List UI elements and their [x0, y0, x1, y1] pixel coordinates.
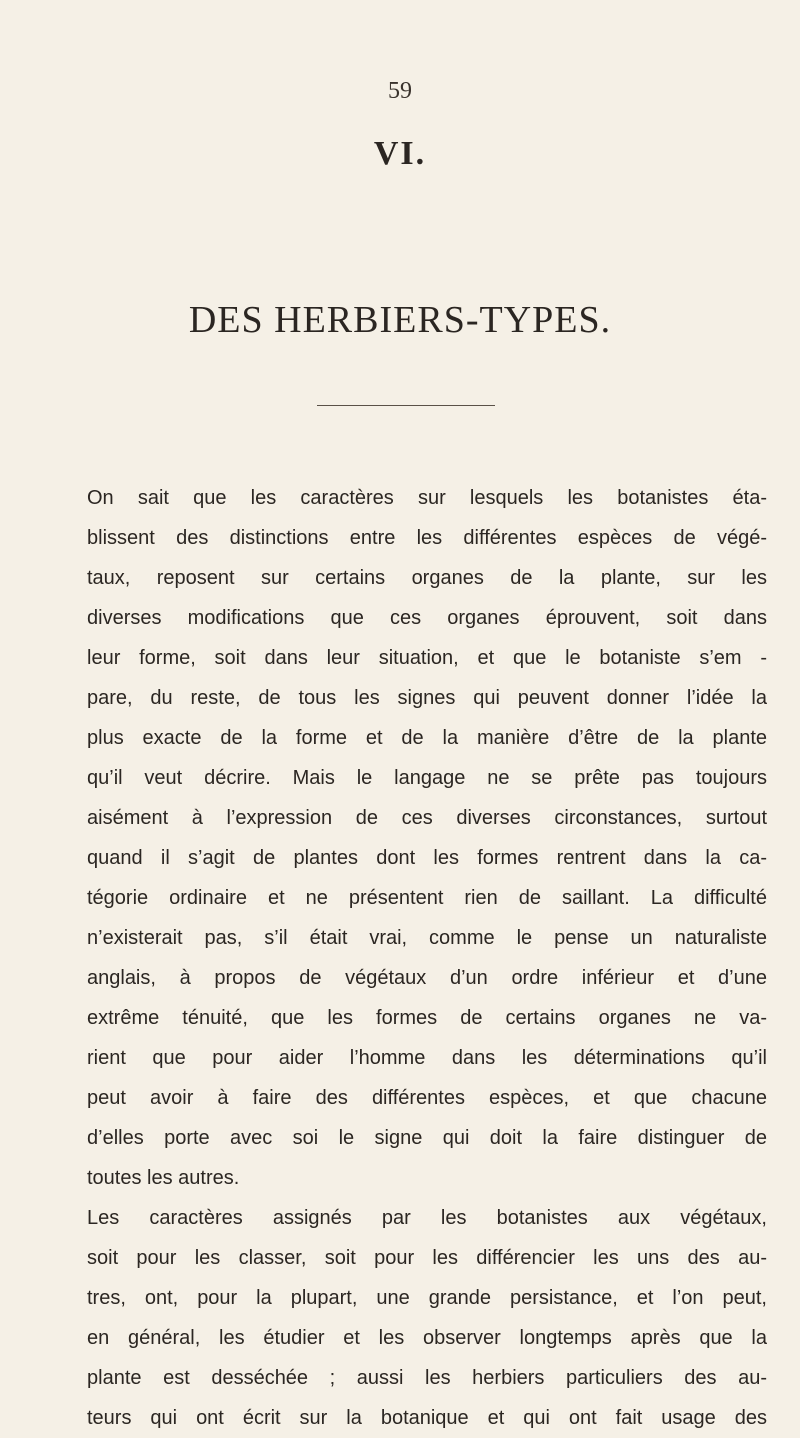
page-number: 59	[388, 78, 412, 104]
text-line: qu’il veut décrire. Mais le langage ne se prête pas toujours	[87, 767, 767, 789]
text-line: d’elles porte avec soi le signe qui doit la faire distinguer de	[87, 1127, 767, 1149]
text-line: quand il s’agit de plantes dont les formes rentrent dans la ca-	[87, 847, 767, 869]
chapter-number: VI.	[373, 135, 427, 172]
text-line: diverses modifications que ces organes éprouvent, soit dans	[87, 607, 767, 629]
text-line: blissent des distinctions entre les différentes espèces de végé-	[87, 527, 767, 549]
text-line: soit pour les classer, soit pour les différencier les uns des au-	[87, 1247, 767, 1269]
text-line: teurs qui ont écrit sur la botanique et qui ont fait usage des	[87, 1407, 767, 1429]
chapter-title: DES HERBIERS-TYPES.	[188, 299, 612, 341]
text-line: rient que pour aider l’homme dans les déterminations qu’il	[87, 1047, 767, 1069]
body-text	[87, 478, 767, 1438]
text-line: tégorie ordinaire et ne présentent rien de saillant. La difficulté	[87, 887, 767, 909]
text-line: On sait que les caractères sur lesquels les botanistes éta-	[87, 487, 767, 509]
text-line: en général, les étudier et les observer longtemps après que la	[87, 1327, 767, 1349]
text-line: Les caractères assignés par les botanistes aux végétaux,	[87, 1207, 767, 1229]
text-line: n’existerait pas, s’il était vrai, comme le pense un naturaliste	[87, 927, 767, 949]
text-line: pare, du reste, de tous les signes qui peuvent donner l’idée la	[87, 687, 767, 709]
text-line: extrême ténuité, que les formes de certains organes ne va-	[87, 1007, 767, 1029]
text-line: taux, reposent sur certains organes de la plante, sur les	[87, 567, 767, 589]
text-line: leur forme, soit dans leur situation, et que le botaniste s’em -	[87, 647, 767, 669]
text-line: tres, ont, pour la plupart, une grande persistance, et l’on peut,	[87, 1287, 767, 1309]
text-line: plante est desséchée ; aussi les herbiers particuliers des au-	[87, 1367, 767, 1389]
text-line: plus exacte de la forme et de la manière d’être de la plante	[87, 727, 767, 749]
title-rule	[317, 405, 495, 406]
text-line: peut avoir à faire des différentes espèces, et que chacune	[87, 1087, 767, 1109]
text-line: aisément à l’expression de ces diverses circonstances, surtout	[87, 807, 767, 829]
text-line: anglais, à propos de végétaux d’un ordre inférieur et d’une	[87, 967, 767, 989]
text-line: toutes les autres.	[87, 1167, 240, 1189]
